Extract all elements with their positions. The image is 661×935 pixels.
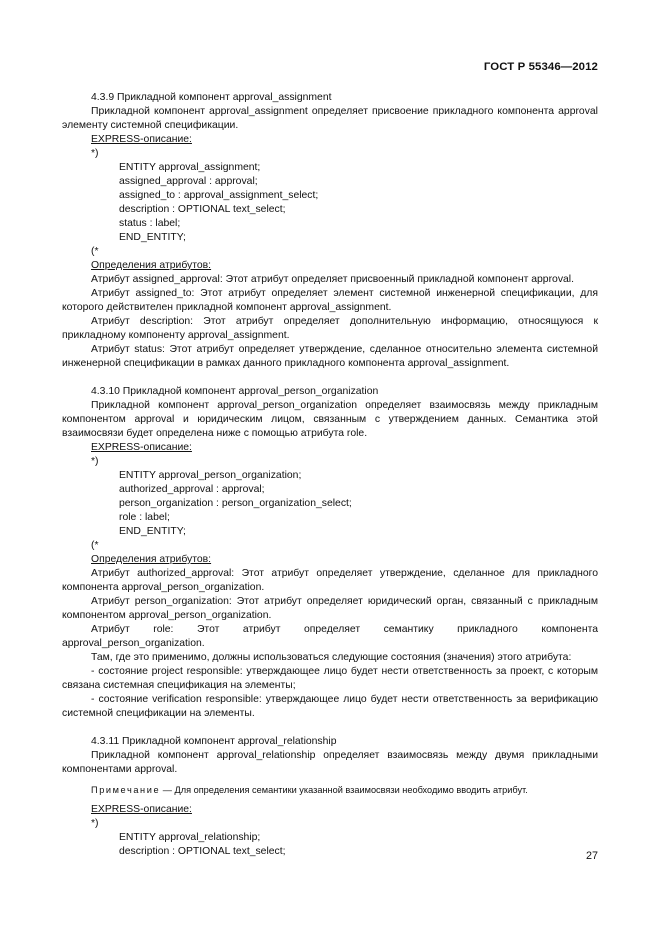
standard-code: ГОСТ Р 55346—2012	[483, 61, 598, 73]
section-heading-4-3-11: 4.3.11 Прикладной компонент approval_relationship	[91, 736, 337, 747]
attribute-definition: Атрибут description: Этот атрибут определяет дополнительную информацию, относящуюся к прикладному компоненту approval_assignment.	[62, 316, 598, 341]
code-line: END_ENTITY;	[119, 232, 186, 243]
code-line: END_ENTITY;	[119, 526, 186, 537]
code-line: description : OPTIONAL text_select;	[119, 846, 286, 857]
section-heading-4-3-10: 4.3.10 Прикладной компонент approval_person_organization	[91, 386, 379, 397]
code-line: authorized_approval : approval;	[119, 484, 265, 495]
attributes-label: Определения атрибутов:	[91, 554, 212, 565]
attribute-definition: Атрибут role: Этот атрибут определяет семантику прикладного компонента approval_person_organization.	[62, 624, 598, 649]
document-body	[62, 91, 598, 859]
section-intro-4-3-9: Прикладной компонент approval_assignment определяет присвоение прикладного компонента approval элементу системной спецификации.	[62, 106, 598, 131]
code-line: description : OPTIONAL text_select;	[119, 204, 286, 215]
express-label: EXPRESS-описание:	[91, 134, 192, 145]
comment-close: *)	[91, 148, 99, 159]
code-line: assigned_to : approval_assignment_select;	[119, 190, 319, 201]
comment-open: (*	[91, 540, 99, 551]
attribute-definition: - состояние project responsible: утверждающее лицо будет нести ответственность за проект, с которым связана системная спецификация на элементы;	[62, 666, 598, 691]
code-line: ENTITY approval_person_organization;	[119, 470, 302, 481]
comment-close: *)	[91, 456, 99, 467]
code-line: status : label;	[119, 218, 181, 229]
code-line: assigned_approval : approval;	[119, 176, 258, 187]
code-line: ENTITY approval_relationship;	[119, 832, 261, 843]
section-intro-4-3-10: Прикладной компонент approval_person_organization определяет взаимосвязь между прикладным компонентом approval и юридическим лицом, связанным с утверждением данных. Семантика этой взаимосвязи будет определена ниже с помощью атрибута role.	[62, 400, 598, 439]
attribute-definition: Там, где это применимо, должны использоваться следующие состояния (значения) этого атрибута:	[91, 652, 572, 663]
page-number: 27	[585, 850, 598, 862]
attribute-definition: Атрибут person_organization: Этот атрибут определяет юридический орган, связанный с прикладным компонентом approval_person_organization.	[62, 596, 598, 621]
attribute-definition: - состояние verification responsible: утверждающее лицо будет нести ответственность за верификацию системной спецификации на элементы.	[62, 694, 598, 719]
section-heading-4-3-9: 4.3.9 Прикладной компонент approval_assignment	[91, 92, 332, 103]
attribute-definition: Атрибут authorized_approval: Этот атрибут определяет утверждение, сделанное для прикладного компонента approval_person_organization.	[62, 568, 598, 593]
code-line: role : label;	[119, 512, 170, 523]
attribute-definition: Атрибут assigned_approval: Этот атрибут определяет присвоенный прикладной компонент approval.	[91, 274, 574, 285]
section-intro-4-3-11: Прикладной компонент approval_relationship определяет взаимосвязь между двумя прикладными компонентами approval.	[62, 750, 598, 775]
comment-open: (*	[91, 246, 99, 257]
comment-close: *)	[91, 818, 99, 829]
code-line: ENTITY approval_assignment;	[119, 162, 261, 173]
note	[62, 783, 598, 797]
express-label: EXPRESS-описание:	[91, 442, 192, 453]
note-label: Примечание	[91, 785, 161, 795]
express-label: EXPRESS-описание:	[91, 804, 192, 815]
attributes-label: Определения атрибутов:	[91, 260, 212, 271]
note-text: — Для определения семантики указанной взаимосвязи необходимо вводить атрибут.	[160, 785, 528, 795]
code-line: person_organization : person_organization_select;	[119, 498, 352, 509]
attribute-definition: Атрибут assigned_to: Этот атрибут определяет элемент системной инженерной спецификации, для которого действителен прикладной компонент approval_assignment.	[62, 288, 598, 313]
attribute-definition: Атрибут status: Этот атрибут определяет утверждение, сделанное относительно элемента системной инженерной спецификации в рамках данного прикладного компонента approval_assignment.	[62, 344, 598, 369]
